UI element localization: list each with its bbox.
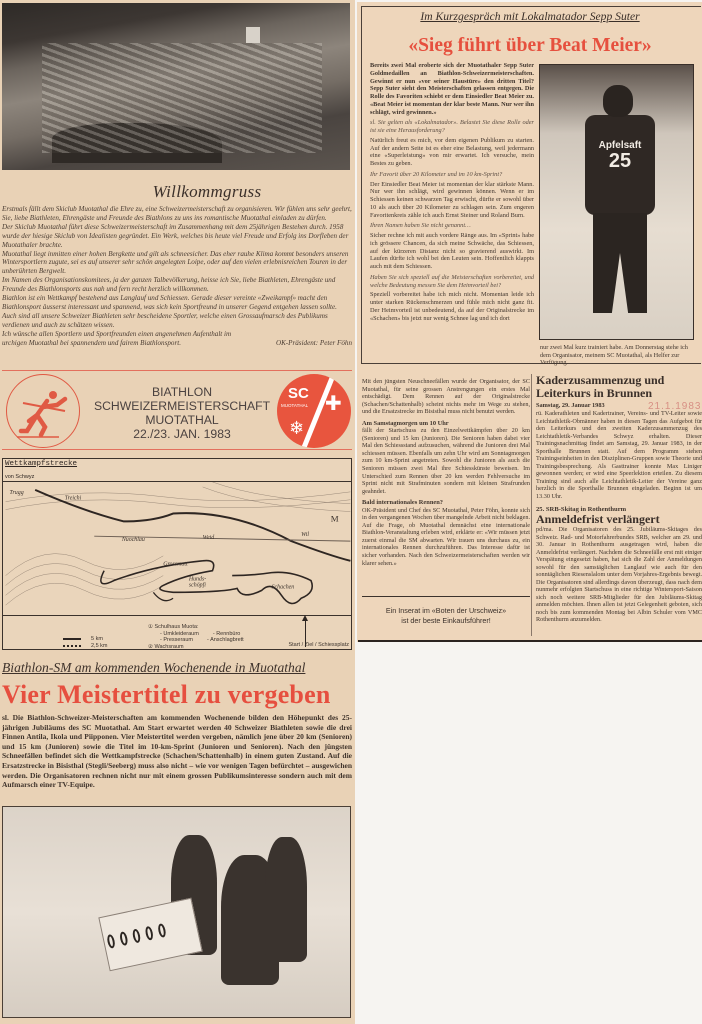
svg-text:Nuochlau: Nuochlau [121, 537, 145, 544]
interview-answer: Der Einsiedler Beat Meier ist momentan der klar stärkste Mann. Nur wer ihn schlägt, wird gewinnen können. Wenn er im Schiessen keinen schwarzen Tag erwischt, dürfte er sowohl über 10 als auch über 20 Kilometer zu schlagen sein. Zum engeren Favoritenkreis zähle ich auch Ernst Steiner und Roland Burn. [370, 180, 534, 219]
map-legend-points [148, 624, 244, 650]
interview-body [370, 62, 534, 322]
church-shape [246, 27, 260, 43]
article-subhead: Am Samstagmorgen um 10 Uhr [362, 419, 449, 427]
welcome-paragraph: Muotathal liegt inmitten einer hohen Bergkette und gilt als schneesicher. Das eher rauhe Klima kommt besonders unseren Wintersportlern zugute, sei es auf unserer sehr schön angelegten Loipe, oder auf den vielen erlebnisreichen Touren in der unberührten Bergwelt. [2, 249, 349, 276]
welcome-paragraph: Erstmals fällt dem Skiclub Muotathal die Ehre zu, eine Schweizermeisterschaft zu organisieren. Wir fühlen uns sehr geehrt, Sie, liebe Biathleten, Ehrengäste und Freunde des Biathlons zu uns ins romantische Muotathal einladen zu dürfen. [2, 205, 352, 222]
kader-article [536, 374, 702, 500]
article-paragraph: fällt der Startschuss zu den Einzelwettkämpfen über 20 km (Senioren) und 15 km (Junioren). Die Senioren haben dabei vier Mal den Schiessstand aufzusuchen, während die Junioren drei Mal schiessen müssen. Ebenfalls um zehn Uhr wird am Sonntagmorgen zum 10 km-Sprint angetreten. Sowohl die Junioren als auch die Senioren müssen zwei Mal ihre Schiesskünste beweisen. Im Unterschied zum Rennen über 20 km werden Fehlversuche im Sprint nicht mit Strafminuten sondern mit kleinen Strafrunden geahndet. [362, 427, 530, 495]
article-subhead: Bald internationales Rennen? [362, 499, 443, 507]
bib [595, 140, 645, 180]
interview-continuation: nur zwei Mal kurz trainiert habe. Am Donnerstag stehe ich dem Organisator, meinem SC Muotathal, als Helfer zur Verfügung. [540, 344, 688, 367]
shooting-target-photo [2, 806, 351, 1018]
svg-text:Hunds-: Hunds- [188, 576, 207, 583]
bib-brand: Apfelsaft [598, 140, 642, 151]
svg-text:Wil: Wil [301, 532, 310, 539]
map-legend-lines [63, 635, 108, 649]
interview-answer: Speziell vorbereitet habe ich mich nicht. Momentan leide ich unter starken Rückenschmerzen und fühle mich nicht ganz fit. Der Heimvorteil ist unbedeutend, da auf der Originalstrecke im «Schachen» bis jetzt nur wenig Schnee lag und ich dort [370, 291, 534, 322]
skier-photo [539, 64, 694, 340]
banner-line: SCHWEIZERMEISTERSCHAFT [93, 399, 271, 413]
event-banner [2, 370, 352, 450]
svg-text:Schachen: Schachen [271, 584, 295, 591]
legend-item: - Anschlagbrett [207, 637, 244, 644]
article-body: sl. Die Biathlon-Schweizer-Meisterschaften am kommenden Wochenende bilden den Höhepunkt des 25-jährigen Jubiläums des SC Muotathal. Am Start erwartet werden 40 Schweizer Biathleten sowie die drei Finnen Antila, Ikola und Piipponen. Vier Meistertitel werden vergeben, nämlich jene über 20 km (Senioren) und 15 km (Junioren) sowie die Titel im 10-km-Sprint (Junioren und Senioren). Nach den jüngsten Schneefällen befindet sich die Wettkampfstrecke (Schachen/Schattenhalb) in einem guten Zustand. Auf die Ersatzstrecke in Bisisthal (Stegli/Seeberg) muss also nicht – wie vor wenigen Tagen befürchtet – ausgewichen werden. Die Organisatoren rechnen nicht nur mit einem grossen Publikumsinteresse sondern auch mit dem Aufmarsch einer TV-Equipe. [2, 713, 352, 790]
legend-start-label: Start / Ziel / Schiessplatz [288, 642, 349, 648]
interview-question: Ihr Favorit über 20 Kilometer und im 10 km-Sprint? [370, 170, 503, 178]
article-kicker: Biathlon-SM am kommenden Wochenende in Muotathal [2, 660, 306, 675]
banner-line: BIATHLON [151, 385, 213, 399]
snowflake-icon: ❄ [289, 418, 305, 439]
interview-answer: Sicher rechne ich mit auch vordere Ränge aus. Im «Sprint» habe ich grössere Chancen, da sich meine Schwäche, das Schiessen, auf der kürzeren Distanz nicht so gravierend auswirkt. Im Laufen dürfte ich wohl bei den Leuten sein. Hoffentlich klappts auch mit dem Schiessen. [370, 232, 534, 270]
ad-line: ist der beste Einkaufsführer! [401, 615, 491, 625]
kader-body: rü. Kaderathleten und Kadertrainer, Vereins- und TV-Leiter sowie Leichtathletik-Obmänner haben in diesen Tagen das Aufgebot für den Leiterkurs und den zweiten Kaderzusammenzug des Leichtathletik-Verbandes Schwyz erhalten. Dieser Trainingsnachmittag findet am Samstag, 29. Januar 1983, in der Sporthalle Brunnen statt. Auf dem Programm stehen Trainingseinheiten in den Disziplinen-Gruppen sowie Theorie und Trainingsbesprechung. Als Gasttrainer konnte Max Liniger gewonnen werden; er wird eine Speerlektion erteilen. Zu diesem Training sind auch alle Leichtathletik-Leiter der Vereine ganz herzlich in die Sporthalle Brunnen eingeladen. Beginn ist um 13.30 Uhr. [536, 410, 702, 500]
svg-text:Weid: Weid [202, 535, 215, 542]
interview-question: Haben Sie sich speziell auf die Meisterschaften vorbereitet, und welche Bedeutung messen Sie dem Heimvorteil bei? [370, 273, 534, 289]
article-paragraph: OK-Präsident und Chef des SC Muotathal, Peter Föhn, konnte sich in den vergangenen Wochen über mangelnde Arbeit nicht beklagen. Auf die Frage, ob Muotathal demnächst eine internationale Biathlon-Veranstaltung erleben wird, erklärte er: «Wir müssen jetzt zuerst einmal die SM abwarten. Wir trauen uns durchaus zu, ein internationales Rennen durchzuführen. Das Interesse dafür ist sicher vorhanden. Nach den Schweizermeisterschaften werden wir klarer sehen.» [362, 506, 530, 567]
banner-text [92, 385, 272, 441]
svg-text:Treichi: Treichi [64, 495, 82, 502]
handwritten-date: 21.1.1983 [648, 401, 702, 412]
person-shape [265, 837, 307, 962]
srb-article [536, 506, 702, 624]
welcome-signature: OK-Präsident: Peter Föhn [275, 338, 352, 347]
ad-line: Ein Inserat im «Boten der Urschweiz» [385, 606, 507, 615]
interview-headline: «Sieg führt über Beat Meier» [408, 35, 652, 56]
srb-kicker: 25. SRB-Skitag in Rothenthurm [536, 506, 627, 513]
legend-label: 5 km [91, 635, 103, 642]
interview-kicker: Im Kurzgespräch mit Lokalmatador Sepp Suter [420, 10, 640, 23]
interview-question: sl. Sie gelten als «Lokalmatador». Belastet Sie diese Rolle oder ist sie eine Herausforderung? [370, 119, 534, 134]
banner-date: 22./23. JAN. 1983 [133, 427, 231, 441]
solid-line-icon [63, 638, 81, 640]
vier-meistertitel-article [2, 660, 352, 790]
svg-text:Trugg: Trugg [9, 489, 24, 496]
article-intro: Mit den jüngsten Neuschneefällen wurde der Organisator, der SC Muotathal, für seine grossen Anstrengungen ein erstes Mal entschädigt. Dem Rennen auf der Originalstrecke (Schachen/Schattenhalb) scheint nichts mehr im Wege zu stehen, und die Ersatzstrecke im Bisisthal muss nicht benutzt werden. [362, 378, 530, 416]
welcome-paragraph: Biathlon ist ein Wettkampf bestehend aus Langlauf und Schiessen. Gerade dieser vereinte «Zweikampf» macht den Biathlonsport äusserst interessant und spannend, was sich kein Sportfreund in unserer Gegend entgehen lassen sollte. Auch sind all unsere Schweizer Biathleten sehr bescheidene Sportler, welche einen Grossaufmarsch des Publikums verdienen und auch zu schätzen wissen. [2, 294, 337, 329]
welcome-paragraph: Im Namen des Organisationskomitees, ja der ganzen Talbevölkerung, heisse ich Sie, liebe Biathleten, Ehrengäste und Freunde des Biathlonsports aus nah und fern recht herzlich willkommen. [2, 276, 336, 294]
sc-muotathal-logo-icon [277, 374, 351, 448]
biathlete-logo-icon [6, 374, 80, 448]
welcome-paragraph: Der Skiclub Muotathal führt diese Schweizermeisterschaft im Zusammenhang mit dem 25jährigen Bestehen durch. 1958 wurde der hiesige Skiclub von Idealisten gegründet. Ein Werk, welches bis heute viel Freude und Erfolg ins Dorfleben der Muotathaler brachte. [2, 222, 349, 249]
article-headline: Vier Meistertitel zu vergeben [2, 680, 331, 709]
map-drawing [3, 481, 352, 616]
interview-question: Ihren Namen haben Sie nicht genannt… [370, 222, 471, 230]
legend-label: 2,5 km [91, 642, 108, 649]
map-title: Wettkampfstrecke [5, 460, 78, 468]
srb-headline: Anmeldefrist verlängert [536, 512, 660, 526]
column-divider [531, 374, 532, 636]
divider [362, 596, 530, 597]
kader-headline: Kaderzusammenzug und Leiterkurs in Brunnen [536, 373, 665, 400]
srb-body: pd/ma. Die Organisatoren des 25. Jubiläums-Skitages des Schweiz. Rad- und Motorfahrerbundes SRB, welcher am 29. und 30. Januar in Rothenthurm ausgetragen wird, haben die Anmeldefrist verlängert. Nachdem die Schneefälle erst mit einiger Verspätung eingesetzt haben, hat sich die Zahl der Anmeldungen sowohl für den samstäglichen Langlauf wie auch für den sonntäglichen Riesenslalom unter dem Vorjahres-Ergebnis bewegt. Die Organisatoren sind allerdings davon überzeugt, dass nach dem nunmehr erfolgten Startschuss in eine richtige Wintersport-Saison sich noch weitere SRB-Mitglieder für den Jubiläums-Skitag anmelden möchten. Ihnen allen ist jetzt Gelegenheit geboten, sich noch bis zum kommenden Montag bei Albin Schuler vom VMC Rothenthurm anzumelden. [536, 526, 702, 623]
legend-point2: ② Wachsraum [148, 643, 184, 650]
svg-text:M: M [330, 513, 339, 524]
legend-item: - Presseraum [160, 637, 194, 644]
legend-point1: ① Schulhaus Muota: [148, 624, 199, 630]
race-info-article [362, 378, 530, 567]
houses-texture [42, 43, 322, 153]
legend-item: - Rennbüro [212, 630, 241, 637]
welcome-title: Willkommgruss [152, 182, 262, 201]
skier-figure [585, 85, 655, 315]
course-map [2, 458, 352, 650]
kader-date: Samstag, 29. Januar 1983 [536, 402, 605, 409]
bib-number: 25 [608, 150, 632, 172]
map-from-label: von Schwyz [5, 474, 35, 480]
logo-sc-text: SC [288, 385, 309, 402]
advertisement [362, 606, 530, 625]
svg-text:Grossmatt: Grossmatt [163, 561, 188, 568]
interview-lead: Bereits zwei Mal eroberte sich der Muotathaler Sepp Suter Goldmedaillen an Biathlon-Schweizermeisterschaften. Gewinnt er nun «vor seiner Haustüre» den dritten Titel? Sepp Suter sieht den Meisterschaften gelassen entgegen. Die Rolle des Favoriten schiebt er dem Einsiedler Beat Meier zu. «Beat Meier ist momentan der klar beste Mann. Nur wer ihn schlägt, wird gewinnen.» [370, 62, 534, 116]
welcome-article [2, 182, 352, 348]
logo-sub-text: MUOTATHAL [281, 403, 309, 408]
swiss-cross-icon: ✚ [325, 391, 342, 415]
bottom-divider [358, 640, 702, 642]
welcome-paragraph: Ich wünsche allen Sportlern und Sportfreunden einen angenehmen Aufenthalt im urchigen Muotathal bei spannendem und fairem Biathlonsport. [2, 329, 232, 347]
target-board [98, 898, 202, 972]
dotted-line-icon [63, 645, 81, 647]
village-photo [2, 3, 350, 170]
interview-answer: Natürlich freut es mich, vor dem eigenen Publikum zu starten. Auf der andern Seite ist es eher eine Belastung, weil jedermann eine «Superleistung» von mir erwartet. Ich versuche, mein Bestes zu geben. [370, 136, 534, 167]
legend-item: - Umkleideraum [160, 630, 199, 637]
banner-line: MUOTATHAL [145, 413, 219, 427]
svg-text:schöpfi: schöpfi [188, 582, 206, 589]
